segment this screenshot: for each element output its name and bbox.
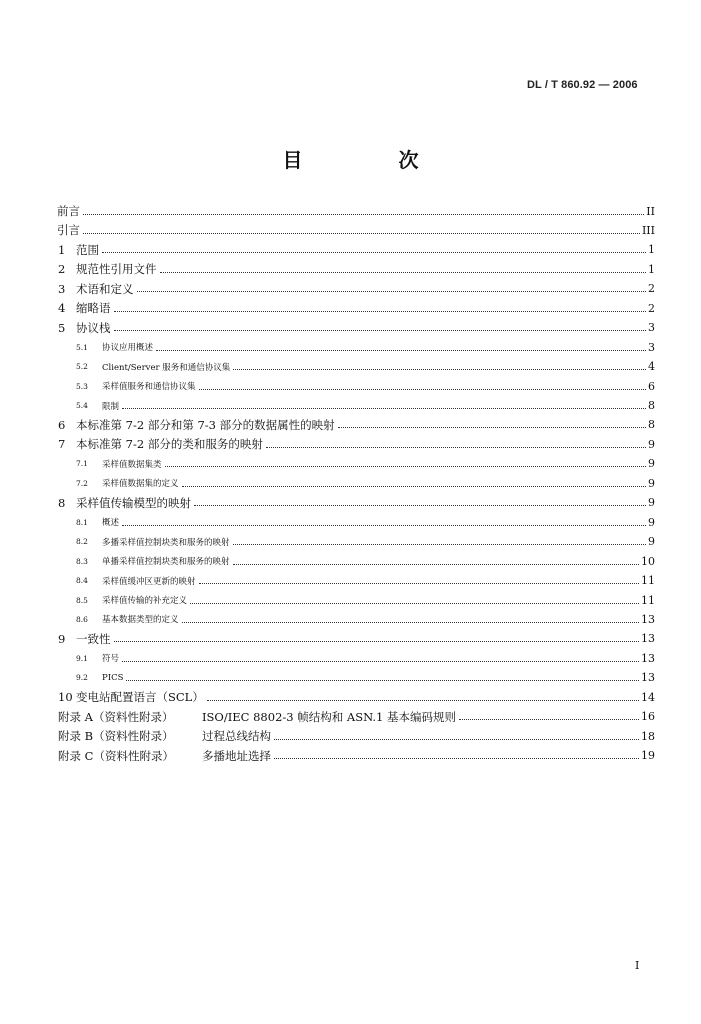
toc-entry[interactable] <box>57 397 655 415</box>
toc-leader-dots <box>233 564 639 565</box>
toc-entry-label: 变电站配置语言（SCL） <box>76 690 204 705</box>
toc-entry-number: 5.3 <box>76 381 88 391</box>
toc-entry-label: 单播采样值控制块类和服务的映射 <box>102 557 230 568</box>
toc-entry-page: 3 <box>648 321 655 335</box>
toc-entry-number: 8 <box>58 495 66 510</box>
toc-entry-page: 9 <box>648 457 655 471</box>
toc-entry-number: 5.4 <box>76 401 88 410</box>
toc-entry-page: 4 <box>648 360 655 374</box>
toc-entry[interactable] <box>57 377 655 395</box>
toc-entry-page: 3 <box>648 340 655 354</box>
toc-entry-label: 范围 <box>76 242 99 257</box>
toc-entry-label: 术语和定义 <box>76 281 134 296</box>
toc-entry[interactable] <box>57 455 655 473</box>
toc-entry-number: 3 <box>58 281 66 296</box>
toc-entry-page: 9 <box>648 476 655 490</box>
toc-leader-dots <box>126 680 639 681</box>
toc-entry-label: 多播采样值控制块类和服务的映射 <box>102 537 230 548</box>
toc-entry-number: 8.2 <box>76 537 88 547</box>
toc-entry[interactable] <box>57 630 655 648</box>
toc-entry-label: 缩略语 <box>76 301 111 316</box>
toc-entry-label: 采样值缓冲区更新的映射 <box>102 576 196 587</box>
toc-entry-number: 7 <box>58 437 66 452</box>
toc-entry[interactable] <box>57 221 655 239</box>
toc-entry[interactable] <box>57 260 655 278</box>
toc-entry[interactable] <box>57 649 655 667</box>
toc-entry[interactable] <box>57 241 655 259</box>
toc-entry-label: 采样值数据集的定义 <box>102 479 179 490</box>
toc-leader-dots <box>274 739 639 740</box>
toc-entry-page: 16 <box>641 710 655 724</box>
toc-entry-label: PICS <box>102 672 124 683</box>
toc-entry-page: 10 <box>641 554 655 568</box>
toc-entry-label: 前言 <box>57 204 80 218</box>
toc-leader-dots <box>122 408 646 409</box>
toc-leader-dots <box>122 525 646 526</box>
toc-leader-dots <box>274 758 639 759</box>
toc-entry[interactable] <box>57 688 655 706</box>
toc-entry-number: 1 <box>58 242 66 257</box>
toc-entry-number: 6 <box>58 417 66 432</box>
toc-leader-dots <box>199 583 639 584</box>
toc-entry-number: 9.2 <box>76 673 88 683</box>
toc-entry[interactable] <box>57 416 655 434</box>
toc-entry-page: 2 <box>648 301 655 315</box>
toc-entry-label: 基本数据类型的定义 <box>102 615 179 626</box>
toc-entry-label: 协议栈 <box>76 320 111 335</box>
toc-entry-page: 1 <box>648 243 655 257</box>
toc-entry[interactable] <box>57 552 655 570</box>
toc-entry-page: III <box>641 223 655 237</box>
toc-entry-label: 采样值服务和通信协议集 <box>102 382 196 393</box>
toc-appendix-prefix: 附录 A（资料性附录） <box>58 709 174 724</box>
toc-entry-page: 2 <box>648 282 655 296</box>
toc-entry-page: 1 <box>648 262 655 276</box>
toc-leader-dots <box>199 389 646 390</box>
toc-entry-number: 8.1 <box>76 517 88 527</box>
toc-entry-label: Client/Server 服务和通信协议集 <box>102 362 231 373</box>
toc-appendix-prefix: 附录 B（资料性附录） <box>58 729 174 744</box>
page-number: I <box>635 959 640 972</box>
toc-entry-page: 11 <box>641 574 655 588</box>
toc-entry-number: 8.4 <box>76 576 88 586</box>
toc-entry-label: 本标准第 7-2 部分的类和服务的映射 <box>76 437 263 452</box>
toc-entry-number: 8.5 <box>76 595 88 605</box>
toc-entry[interactable] <box>57 572 655 590</box>
toc-entry[interactable] <box>57 358 655 376</box>
toc-entry-label: 过程总线结构 <box>202 729 271 744</box>
toc-leader-dots <box>165 466 646 467</box>
toc-entry[interactable] <box>57 494 655 512</box>
toc-appendix-prefix: 附录 C（资料性附录） <box>58 748 174 763</box>
toc-entry-number: 2 <box>58 262 66 277</box>
toc-leader-dots <box>156 350 646 351</box>
toc-entry-number: 9 <box>58 631 66 646</box>
toc-entry-label: 概述 <box>102 518 120 529</box>
toc-entry-page: 6 <box>648 379 655 393</box>
toc-leader-dots <box>194 505 646 506</box>
toc-leader-dots <box>182 622 639 623</box>
toc-entry[interactable] <box>57 591 655 609</box>
toc-entry[interactable] <box>57 299 655 317</box>
toc-entry[interactable] <box>57 708 655 726</box>
toc-leader-dots <box>83 233 640 234</box>
toc-entry-page: 13 <box>641 632 655 646</box>
toc-leader-dots <box>114 641 640 642</box>
toc-leader-dots <box>207 700 639 701</box>
toc-entry-label: 多播地址选择 <box>202 748 271 763</box>
toc-entry-number: 7.1 <box>76 459 88 469</box>
toc-entry-number: 7.2 <box>76 478 88 488</box>
toc-leader-dots <box>137 291 647 292</box>
toc-entry-page: 8 <box>648 399 655 412</box>
toc-entry-number: 5.1 <box>76 342 88 352</box>
toc-entry-label: 规范性引用文件 <box>76 262 157 277</box>
toc-entry-number: 8.6 <box>76 614 88 624</box>
toc-entry[interactable] <box>57 338 655 356</box>
toc-entry-page: 8 <box>648 418 655 432</box>
toc-leader-dots <box>102 252 646 253</box>
toc-entry-number: 5 <box>58 320 66 335</box>
toc-entry-label: 本标准第 7-2 部分和第 7-3 部分的数据属性的映射 <box>76 417 335 432</box>
toc-entry-page: 11 <box>641 593 655 607</box>
toc-leader-dots <box>182 486 646 487</box>
toc-entry-label: ISO/IEC 8802-3 帧结构和 ASN.1 基本编码规则 <box>202 709 457 724</box>
toc-leader-dots <box>266 447 646 448</box>
toc-leader-dots <box>233 544 646 545</box>
toc-entry-page: 9 <box>648 496 655 510</box>
toc-entry-page: 13 <box>641 651 655 665</box>
toc-entry[interactable] <box>57 727 655 745</box>
toc-entry[interactable] <box>57 280 655 298</box>
toc-entry-number: 9.1 <box>76 653 88 663</box>
toc-leader-dots <box>190 603 639 604</box>
toc-entry[interactable] <box>57 610 655 628</box>
document-code: DL / T 860.92 — 2006 <box>527 79 638 91</box>
toc-entry-page: 9 <box>648 437 655 451</box>
toc-entry[interactable] <box>57 435 655 453</box>
toc-leader-dots <box>160 272 647 273</box>
toc-entry-page: 13 <box>641 612 655 626</box>
toc-entry-page: 19 <box>641 749 655 763</box>
toc-entry-label: 采样值数据集类 <box>102 459 162 470</box>
toc-entry-number: 5.2 <box>76 362 88 372</box>
toc-leader-dots <box>114 311 647 312</box>
toc-entry-page: II <box>646 204 655 218</box>
toc-entry-label: 符号 <box>102 654 120 665</box>
toc-entry-label: 一致性 <box>76 631 111 646</box>
toc-entry-label: 协议应用概述 <box>102 343 154 354</box>
page-title: 目 次 <box>282 148 457 172</box>
toc-entry[interactable] <box>57 747 655 765</box>
toc-entry-label: 采样值传输模型的映射 <box>76 495 191 510</box>
toc-entry[interactable] <box>57 319 655 337</box>
toc-entry-page: 9 <box>648 515 655 529</box>
toc-entry-page: 9 <box>648 535 655 549</box>
toc-leader-dots <box>459 719 639 720</box>
toc-entry-label: 采样值传输的补充定义 <box>102 596 188 606</box>
toc-entry[interactable] <box>57 533 655 551</box>
toc-leader-dots <box>114 330 647 331</box>
toc-entry[interactable] <box>57 202 655 220</box>
toc-entry[interactable] <box>57 513 655 531</box>
toc-leader-dots <box>233 369 646 370</box>
toc-leader-dots <box>338 427 646 428</box>
toc-entry[interactable] <box>57 669 655 687</box>
toc-entry-label: 限制 <box>102 401 120 412</box>
toc-entry-page: 18 <box>641 729 655 743</box>
toc-leader-dots <box>122 661 639 662</box>
toc-entry-number: 8.3 <box>76 556 88 566</box>
toc-entry-number: 10 <box>58 690 73 705</box>
toc-entry-page: 13 <box>641 671 655 685</box>
toc-entry[interactable] <box>57 474 655 492</box>
toc-entry-number: 4 <box>58 301 66 316</box>
toc-entry-label: 引言 <box>57 223 80 238</box>
toc-entry-page: 14 <box>641 690 655 704</box>
toc-leader-dots <box>83 214 644 215</box>
